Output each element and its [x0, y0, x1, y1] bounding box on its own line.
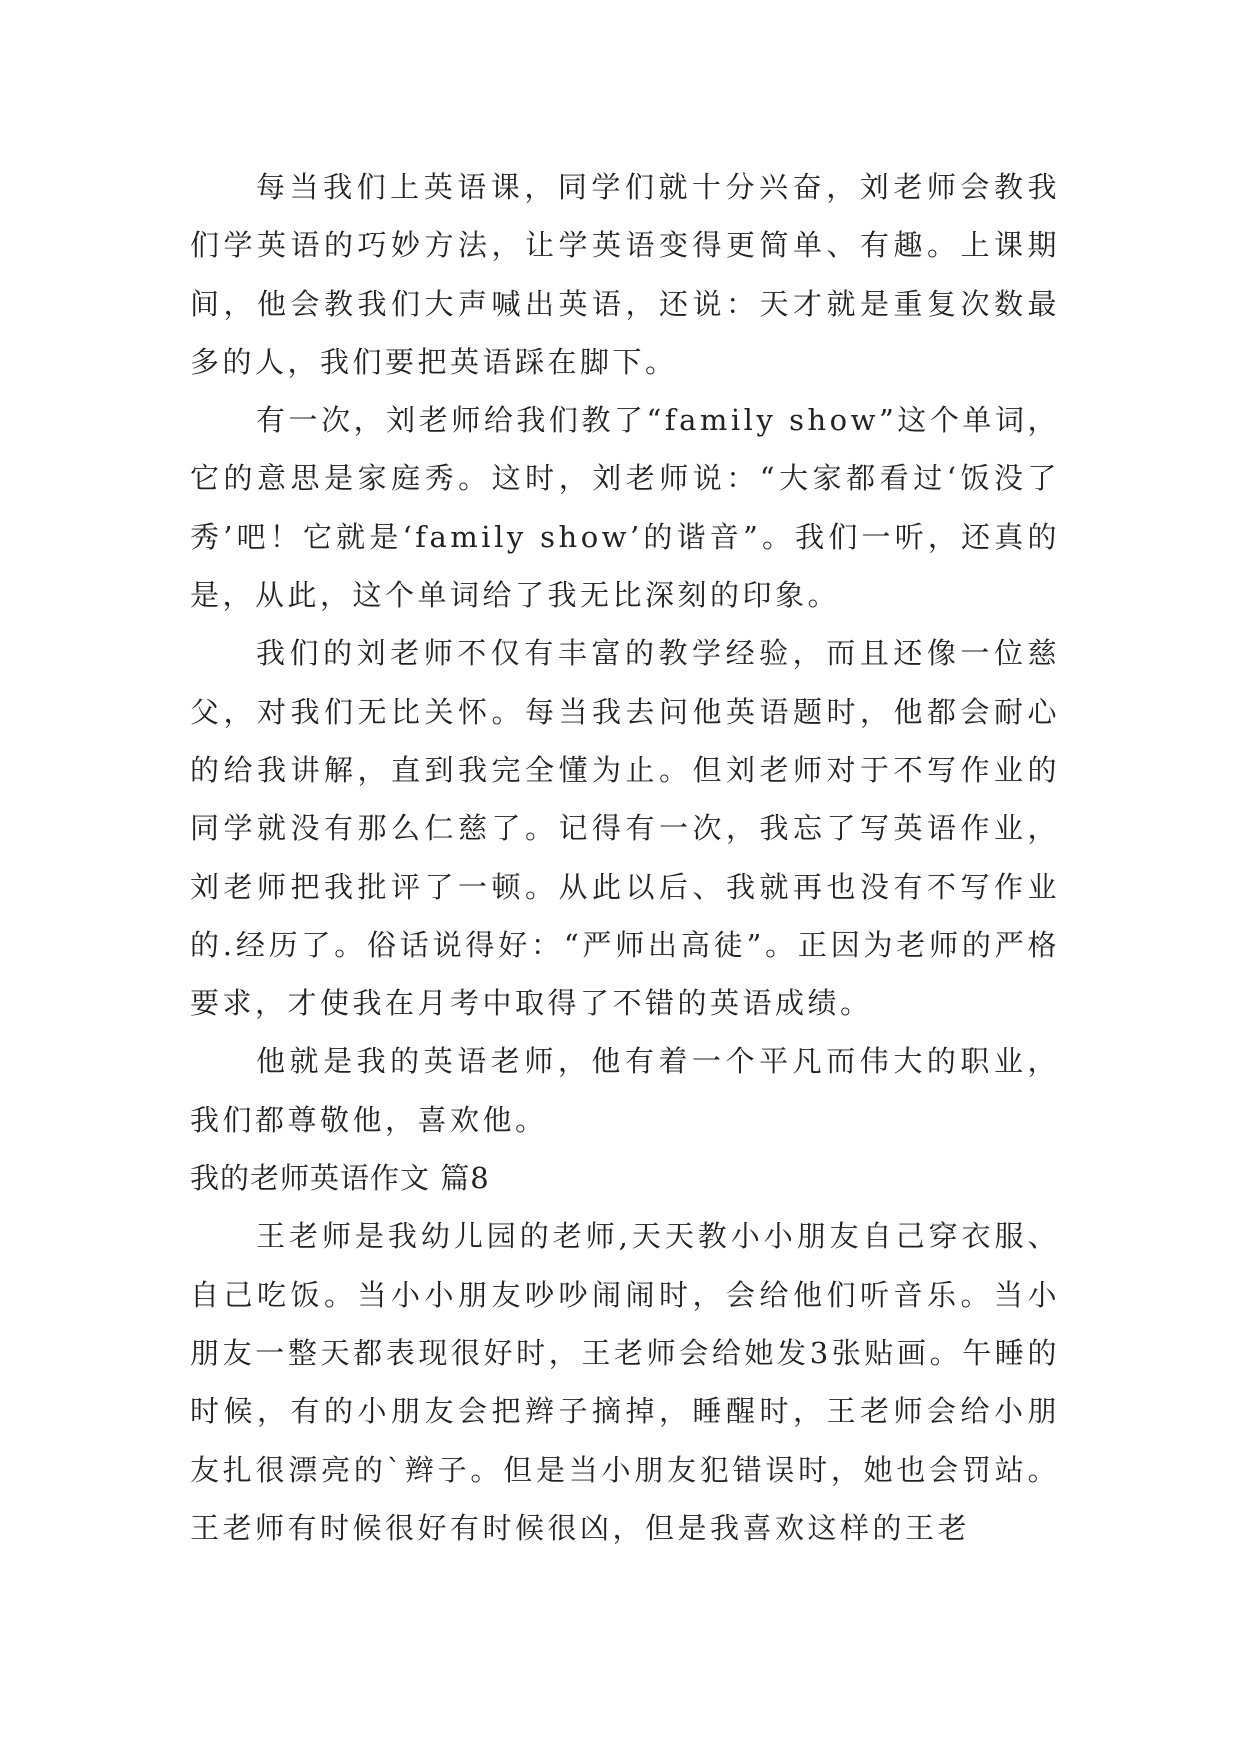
paragraph-english-class: 每当我们上英语课，同学们就十分兴奋，刘老师会教我们学英语的巧妙方法，让学英语变得更简单、有趣。上课期间，他会教我们大声喊出英语，还说：天才就是重复次数最多的人，我们要把英语踩在脚下。 — [190, 170, 1060, 379]
paragraph-teacher-care: 我们的刘老师不仅有丰富的教学经验，而且还像一位慈父，对我们无比关怀。每当我去问他英语题时，他都会耐心的给我讲解，直到我完全懂为止。但刘老师对于不写作业的同学就没有那么仁慈了。记得有一次，我忘了写英语作业，刘老师把我批评了一顿。从此以后、我就再也没有不写作业的.经历了。俗话说得好：“严师出高徒”。正因为老师的严格要求，才使我在月考中取得了不错的英语成绩。 — [190, 636, 1060, 1021]
document-body — [190, 158, 1060, 1557]
paragraph-kindergarten-teacher: 王老师是我幼儿园的老师,天天教小小朋友自己穿衣服、自己吃饭。当小小朋友吵吵闹闹时，会给他们听音乐。当小朋友一整天都表现很好时，王老师会给她发3张贴画。午睡的时候，有的小朋友会把辫子摘掉，睡醒时，王老师会给小朋友扎很漂亮的`辫子。但是当小朋友犯错误时，她也会罚站。王老师有时候很好有时候很凶，但是我喜欢这样的王老 — [190, 1219, 1060, 1545]
section-heading: 我的老师英语作文 篇8 — [190, 1161, 490, 1196]
paragraph-family-show: 有一次，刘老师给我们教了“family show”这个单词，它的意思是家庭秀。这时，刘老师说：“大家都看过‘饭没了秀’吧！它就是‘family show’的谐音”。我们一听，还真的是，从此，这个单词给了我无比深刻的印象。 — [190, 403, 1060, 613]
paragraph-conclusion: 他就是我的英语老师，他有着一个平凡而伟大的职业，我们都尊敬他，喜欢他。 — [190, 1044, 1060, 1137]
